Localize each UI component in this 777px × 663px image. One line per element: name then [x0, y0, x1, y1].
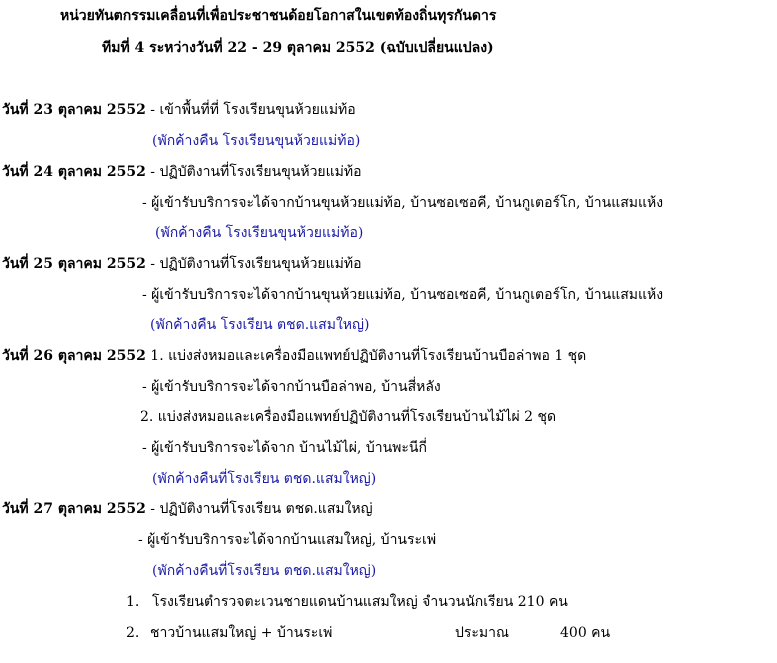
list-item-2-number: 2.: [126, 625, 140, 641]
document-subtitle: ทีมที่ 4 ระหว่างวันที่ 22 - 29 ตุลาคม 2552 (ฉบับเปลี่ยนแปลง): [102, 40, 494, 56]
day-26-date: วันที่ 26 ตุลาคม 2552: [2, 348, 146, 364]
day-26-item-2: 2. แบ่งส่งหมอและเครื่องมือแพทย์ปฏิบัติงานที่โรงเรียนบ้านไม้ไผ่ 2 ชุด: [140, 409, 557, 425]
day-27-activity: - ปฏิบัติงานที่โรงเรียน ตชด.แสมใหญ่: [145, 501, 373, 517]
day-23-stay-note: (พักค้างคืน โรงเรียนขุนห้วยแม่ท้อ): [152, 133, 361, 149]
day-23-activity: - เข้าพื้นที่ที่ โรงเรียนขุนห้วยแม่ท้อ: [145, 102, 356, 118]
list-item-1-text: โรงเรียนตำรวจตะเวนชายแดนบ้านแสมใหญ่ จำนวนนักเรียน 210 คน: [152, 594, 568, 610]
day-27-date: วันที่ 27 ตุลาคม 2552: [2, 501, 146, 517]
list-item-2-text: ชาวบ้านแสมใหญ่ + บ้านระเพ่: [150, 625, 333, 641]
day-23-row: [2, 100, 356, 120]
day-25-date: วันที่ 25 ตุลาคม 2552: [2, 256, 146, 272]
list-item-1-number: 1.: [126, 594, 140, 610]
day-24-clients: - ผู้เข้ารับบริการจะได้จากบ้านขุนห้วยแม่ท้อ, บ้านซอเซอคี, บ้านกูเตอร์โก, บ้านแสมแห้ง: [142, 195, 664, 211]
day-25-clients: - ผู้เข้ารับบริการจะได้จากบ้านขุนห้วยแม่ท้อ, บ้านซอเซอคี, บ้านกูเตอร์โก, บ้านแสมแห้ง: [142, 287, 664, 303]
day-27-row: [2, 499, 373, 519]
list-item-2-approx-label: ประมาณ: [455, 625, 510, 641]
day-25-activity: - ปฏิบัติงานที่โรงเรียนขุนห้วยแม่ท้อ: [145, 256, 362, 272]
day-26-clients-1: - ผู้เข้ารับบริการจะได้จากบ้านบือล่าพอ, บ้านสี่หลัง: [142, 379, 441, 395]
list-item-2-count: 400 คน: [560, 625, 611, 641]
day-24-stay-note: (พักค้างคืน โรงเรียนขุนห้วยแม่ท้อ): [155, 225, 364, 241]
day-26-row: [2, 346, 586, 366]
day-25-row: [2, 254, 362, 274]
day-25-stay-note: (พักค้างคืน โรงเรียน ตชด.แสมใหญ่): [150, 317, 370, 333]
document-title: หน่วยทันตกรรมเคลื่อนที่เพื่อประชาชนด้อยโอกาสในเขตท้องถิ่นทุรกันดาร: [60, 8, 497, 24]
day-27-stay-note: (พักค้างคืนที่โรงเรียน ตชด.แสมใหญ่): [152, 563, 377, 579]
day-26-clients-2: - ผู้เข้ารับบริการจะได้จาก บ้านไม้ไผ่, บ้านพะนีกี่: [142, 440, 427, 456]
day-24-activity: - ปฏิบัติงานที่โรงเรียนขุนห้วยแม่ท้อ: [145, 164, 362, 180]
day-24-date: วันที่ 24 ตุลาคม 2552: [2, 164, 146, 180]
day-26-item-1: 1. แบ่งส่งหมอและเครื่องมือแพทย์ปฏิบัติงานที่โรงเรียนบ้านบือล่าพอ 1 ชุด: [145, 348, 587, 364]
day-23-date: วันที่ 23 ตุลาคม 2552: [2, 102, 146, 118]
day-27-clients: - ผู้เข้ารับบริการจะได้จากบ้านแสมใหญ่, บ้านระเพ่: [138, 532, 437, 548]
day-24-row: [2, 162, 362, 182]
day-26-stay-note: (พักค้างคืนที่โรงเรียน ตชด.แสมใหญ่): [152, 471, 377, 487]
